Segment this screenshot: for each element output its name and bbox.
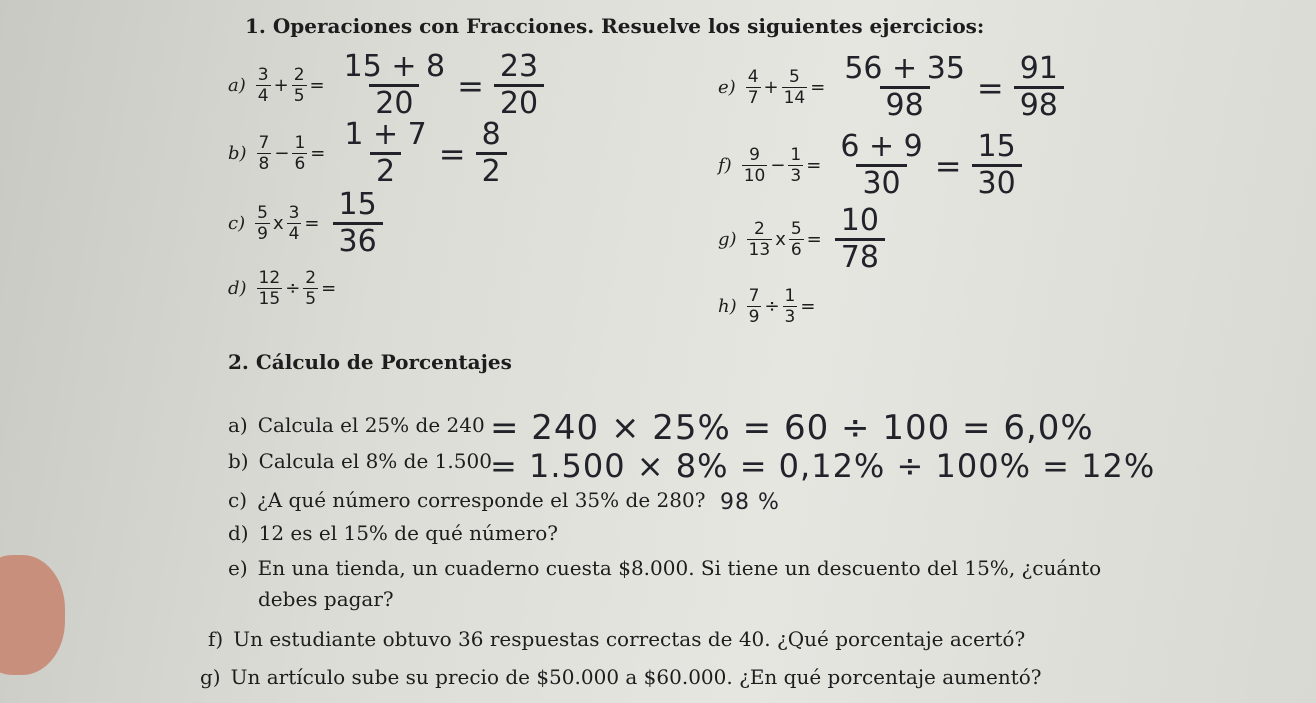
percent-item-c [228, 488, 705, 512]
fraction-2: $\frac{1}{3}$ [784, 286, 796, 327]
problem-letter: f) [718, 155, 732, 176]
finger-thumb [0, 555, 65, 675]
fraction-1: $\frac{9}{10}$ [743, 145, 766, 186]
percent-item-f [208, 627, 1025, 651]
handwritten-equals: = [457, 66, 484, 105]
problem-e [718, 52, 1064, 123]
item-text: ¿A qué número corresponde el 35% de 280? [257, 488, 706, 512]
handwritten-answer-1: $\frac{56 + 35}{98}$ [844, 51, 965, 123]
problem-letter: e) [718, 77, 736, 98]
item-text: Calcula el 8% de 1.500 [258, 449, 492, 473]
operator: + [763, 77, 779, 98]
equals-sign: = [810, 77, 826, 98]
fraction-2: $\frac{2}{5}$ [293, 65, 305, 106]
percent-item-a [228, 413, 485, 437]
section-1-title: 1. Operaciones con Fracciones. Resuelve los siguientes ejercicios: [245, 14, 985, 38]
handwritten-answer-c: 98 % [720, 490, 780, 515]
handwritten-answer-1: $\frac{1 + 7}{2}$ [344, 117, 427, 189]
fraction-2: $\frac{3}{4}$ [288, 203, 300, 244]
handwritten-answer-1: $\frac{6 + 9}{30}$ [840, 129, 923, 201]
problem-letter: g) [718, 229, 737, 250]
percent-item-e [228, 556, 1101, 580]
item-letter: a) [228, 413, 248, 437]
equals-sign: = [309, 75, 325, 96]
handwritten-answer-2: $\frac{8}{2}$ [476, 118, 507, 189]
item-text: 12 es el 15% de qué número? [258, 521, 559, 545]
operator: − [274, 143, 290, 164]
section-2-title: 2. Cálculo de Porcentajes [228, 350, 512, 374]
item-letter: c) [228, 488, 248, 512]
handwritten-answer-1: $\frac{15}{36}$ [333, 188, 383, 259]
problem-c [228, 188, 383, 259]
problem-letter: b) [228, 143, 247, 164]
problem-letter: h) [718, 296, 737, 317]
handwritten-equals: = [438, 134, 466, 173]
operator: ÷ [285, 278, 301, 299]
handwritten-answer-2: $\frac{91}{98}$ [1014, 52, 1064, 123]
item-text: En una tienda, un cuaderno cuesta $8.000. Si tiene un descuento del 15%, ¿cuánto [257, 556, 1102, 580]
item-text: Un estudiante obtuvo 36 respuestas correctas de 40. ¿Qué porcentaje acertó? [233, 627, 1026, 651]
item-letter: e) [228, 556, 248, 580]
percent-item-b [228, 449, 492, 473]
problem-d [228, 268, 339, 309]
equals-sign: = [806, 229, 822, 250]
percent-item-e-line2: debes pagar? [258, 587, 394, 611]
problem-g [718, 204, 885, 275]
handwritten-answer-a: = 240 × 25% = 60 ÷ 100 = 6,0% [490, 408, 1094, 448]
fraction-2: $\frac{1}{6}$ [294, 133, 306, 174]
operator: x [775, 229, 786, 250]
problem-letter: c) [228, 213, 246, 234]
item-letter: g) [200, 665, 221, 689]
operator: ÷ [764, 296, 780, 317]
item-text: Un artículo sube su precio de $50.000 a $60.000. ¿En qué porcentaje aumentó? [230, 665, 1042, 689]
fraction-1: $\frac{4}{7}$ [747, 67, 759, 108]
fraction-1: $\frac{3}{4}$ [257, 65, 269, 106]
problem-letter: a) [228, 75, 246, 96]
percent-item-d [228, 521, 558, 545]
handwritten-answer-1: $\frac{10}{78}$ [835, 204, 885, 275]
operator: − [770, 155, 786, 176]
problem-f [718, 130, 1022, 201]
fraction-1: $\frac{7}{8}$ [258, 133, 270, 174]
fraction-1: $\frac{12}{15}$ [258, 268, 281, 309]
equals-sign: = [304, 213, 320, 234]
item-letter: f) [208, 627, 224, 651]
operator: x [272, 213, 284, 234]
problem-h [718, 286, 818, 327]
fraction-2: $\frac{2}{5}$ [305, 268, 317, 309]
fraction-2: $\frac{5}{14}$ [783, 67, 806, 108]
handwritten-answer-1: $\frac{15 + 8}{20}$ [343, 49, 446, 121]
item-text: Calcula el 25% de 240 [257, 413, 485, 437]
item-letter: d) [228, 521, 249, 545]
handwritten-equals: = [976, 68, 1004, 107]
problem-letter: d) [228, 278, 247, 299]
handwritten-answer-2: $\frac{15}{30}$ [972, 130, 1022, 201]
fraction-2: $\frac{5}{6}$ [790, 219, 802, 260]
fraction-1: $\frac{7}{9}$ [748, 286, 760, 327]
equals-sign: = [800, 296, 816, 317]
equals-sign: = [806, 155, 822, 176]
handwritten-equals: = [934, 146, 962, 185]
percent-item-g [200, 665, 1042, 689]
handwritten-answer-2: $\frac{23}{20}$ [494, 50, 544, 121]
fraction-1: $\frac{2}{13}$ [748, 219, 771, 260]
fraction-2: $\frac{1}{3}$ [790, 145, 802, 186]
equals-sign: = [310, 143, 326, 164]
problem-b [228, 118, 507, 189]
operator: + [273, 75, 289, 96]
item-letter: b) [228, 449, 249, 473]
fraction-1: $\frac{5}{9}$ [257, 203, 268, 244]
equals-sign: = [321, 278, 337, 299]
handwritten-answer-b: = 1.500 × 8% = 0,12% ÷ 100% = 12% [490, 447, 1156, 485]
problem-a [228, 50, 544, 121]
